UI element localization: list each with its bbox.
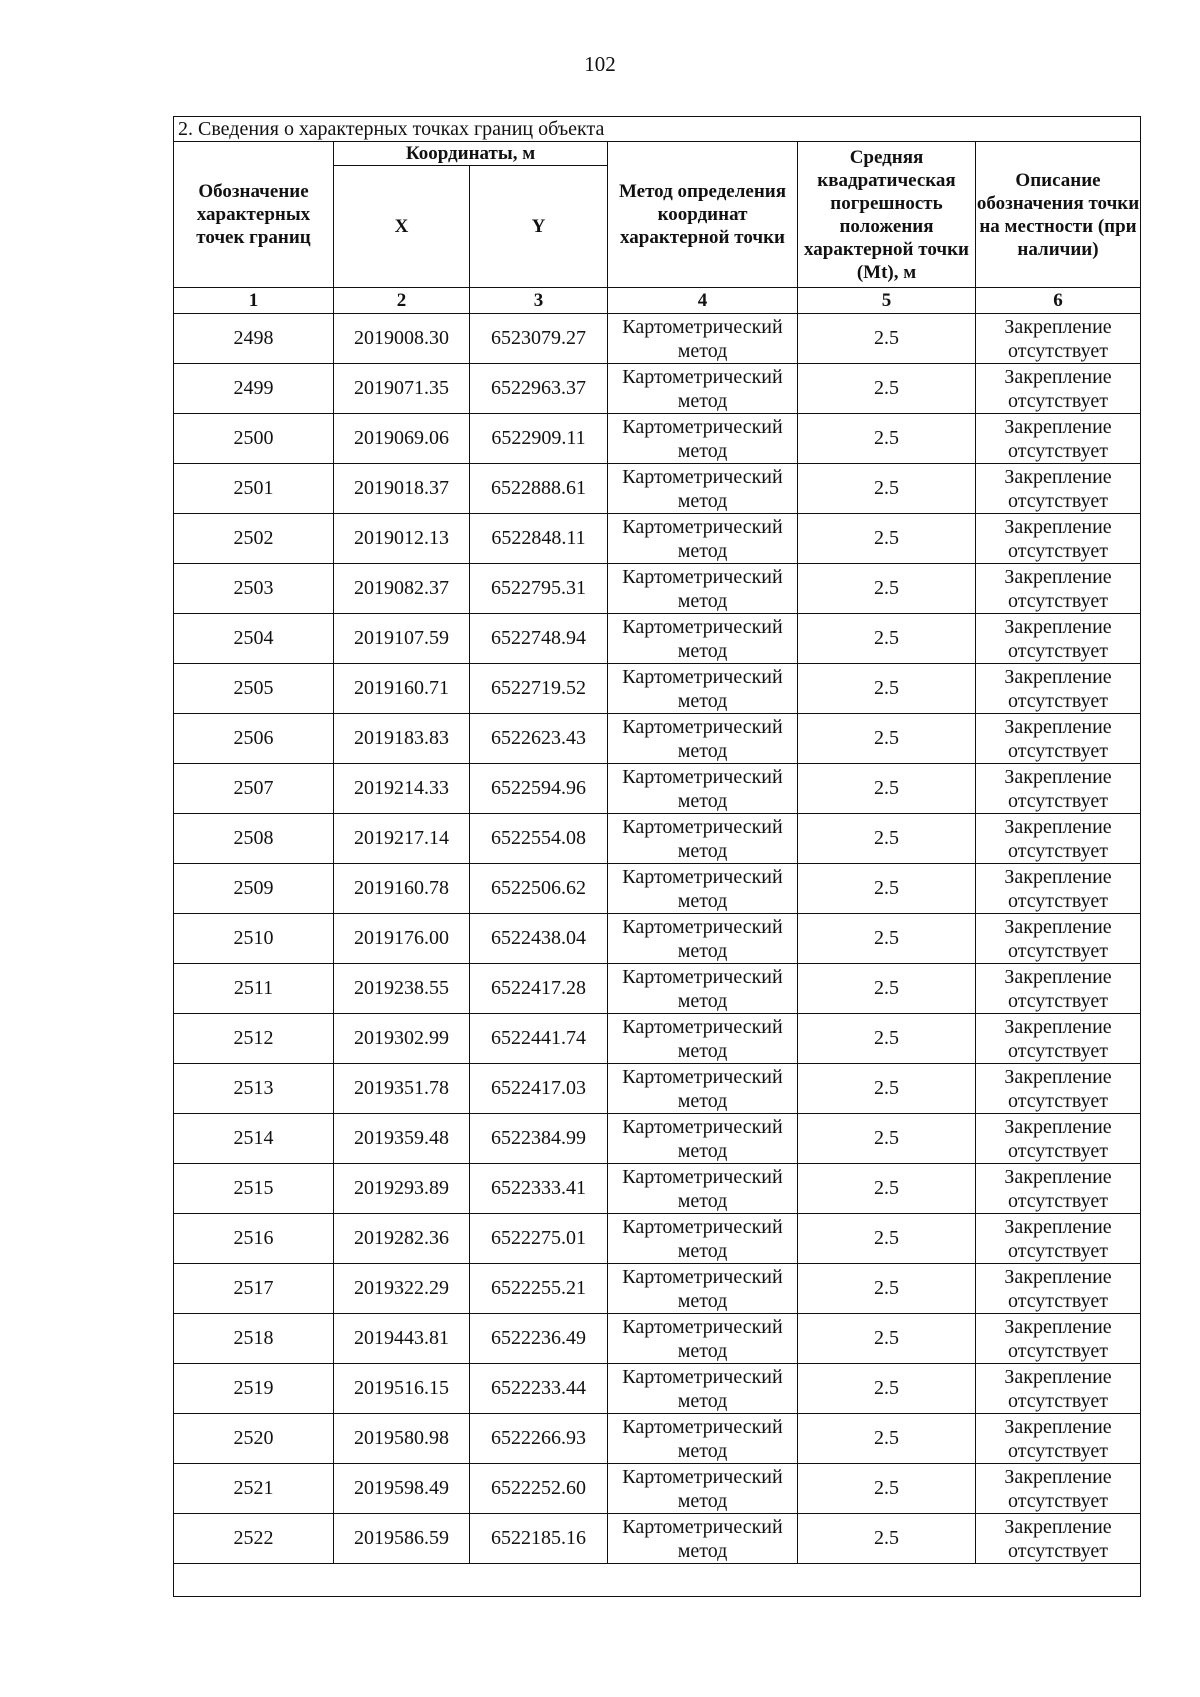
point-cell: 2508: [174, 814, 334, 864]
method-cell-text: Картометрический метод: [622, 1265, 783, 1312]
y-coordinate-cell: 6522888.61: [470, 464, 608, 514]
point-cell: 2518: [174, 1314, 334, 1364]
mt-cell: 2.5: [798, 964, 976, 1014]
description-cell: [976, 964, 1141, 1014]
table-row: [174, 664, 1141, 714]
point-cell: 2503: [174, 564, 334, 614]
method-cell-text: Картометрический метод: [622, 1165, 783, 1212]
x-coordinate-cell: 2019160.71: [334, 664, 470, 714]
point-cell: 2498: [174, 314, 334, 364]
point-cell: 2501: [174, 464, 334, 514]
y-coordinate-cell: 6522441.74: [470, 1014, 608, 1064]
point-cell: 2512: [174, 1014, 334, 1064]
table-row: [174, 1414, 1141, 1464]
method-cell-text: Картометрический метод: [622, 1115, 783, 1162]
description-cell: [976, 714, 1141, 764]
y-coordinate-cell: 6522795.31: [470, 564, 608, 614]
mt-cell: 2.5: [798, 914, 976, 964]
table-body: [174, 314, 1141, 1564]
description-cell: [976, 1114, 1141, 1164]
description-cell: [976, 314, 1141, 364]
x-coordinate-cell: 2019351.78: [334, 1064, 470, 1114]
method-cell: [608, 664, 798, 714]
y-coordinate-cell: 6522417.28: [470, 964, 608, 1014]
table-row: [174, 1164, 1141, 1214]
method-cell: [608, 1014, 798, 1064]
mt-cell: 2.5: [798, 1314, 976, 1364]
point-cell: 2515: [174, 1164, 334, 1214]
table-row: [174, 764, 1141, 814]
point-cell: 2502: [174, 514, 334, 564]
method-cell: [608, 614, 798, 664]
point-cell: 2500: [174, 414, 334, 464]
y-coordinate-cell: 6522333.41: [470, 1164, 608, 1214]
description-cell-text: Закрепление отсутствует: [1004, 615, 1112, 662]
method-cell-text: Картометрический метод: [622, 1365, 783, 1412]
y-coordinate-cell: 6522748.94: [470, 614, 608, 664]
method-cell: [608, 1514, 798, 1564]
x-coordinate-cell: 2019176.00: [334, 914, 470, 964]
description-cell: [976, 364, 1141, 414]
point-cell: 2507: [174, 764, 334, 814]
description-cell-text: Закрепление отсутствует: [1004, 665, 1112, 712]
mt-cell: 2.5: [798, 1014, 976, 1064]
mt-cell: 2.5: [798, 614, 976, 664]
description-cell: [976, 1014, 1141, 1064]
method-cell-text: Картометрический метод: [622, 515, 783, 562]
mt-cell: 2.5: [798, 1264, 976, 1314]
description-cell-text: Закрепление отсутствует: [1004, 865, 1112, 912]
y-coordinate-cell: 6522506.62: [470, 864, 608, 914]
description-cell: [976, 1314, 1141, 1364]
x-coordinate-cell: 2019580.98: [334, 1414, 470, 1464]
x-coordinate-cell: 2019282.36: [334, 1214, 470, 1264]
description-cell-text: Закрепление отсутствует: [1004, 1065, 1112, 1112]
method-cell: [608, 864, 798, 914]
column-number: 2: [334, 288, 470, 314]
y-coordinate-cell: 6523079.27: [470, 314, 608, 364]
method-cell-text: Картометрический метод: [622, 815, 783, 862]
x-coordinate-cell: 2019183.83: [334, 714, 470, 764]
x-coordinate-cell: 2019069.06: [334, 414, 470, 464]
method-cell-text: Картометрический метод: [622, 1515, 783, 1562]
table-row: [174, 1314, 1141, 1364]
description-cell: [976, 764, 1141, 814]
method-cell-text: Картометрический метод: [622, 1065, 783, 1112]
method-cell-text: Картометрический метод: [622, 615, 783, 662]
description-cell-text: Закрепление отсутствует: [1004, 415, 1112, 462]
method-cell-text: Картометрический метод: [622, 465, 783, 512]
y-coordinate-cell: 6522623.43: [470, 714, 608, 764]
description-cell-text: Закрепление отсутствует: [1004, 1115, 1112, 1162]
method-cell-text: Картометрический метод: [622, 365, 783, 412]
description-cell-text: Закрепление отсутствует: [1004, 1315, 1112, 1362]
mt-cell: 2.5: [798, 1214, 976, 1264]
method-cell-text: Картометрический метод: [622, 865, 783, 912]
description-cell: [976, 414, 1141, 464]
point-cell: 2514: [174, 1114, 334, 1164]
description-cell-text: Закрепление отсутствует: [1004, 365, 1112, 412]
description-cell: [976, 914, 1141, 964]
description-cell: [976, 1414, 1141, 1464]
method-cell-text: Картометрический метод: [622, 1315, 783, 1362]
mt-cell: 2.5: [798, 1514, 976, 1564]
header-error: Средняя квадратическая погрешность положения характерной точки (Mt), м: [798, 142, 976, 288]
x-coordinate-cell: 2019238.55: [334, 964, 470, 1014]
method-cell: [608, 814, 798, 864]
point-cell: 2510: [174, 914, 334, 964]
description-cell-text: Закрепление отсутствует: [1004, 1465, 1112, 1512]
x-coordinate-cell: 2019598.49: [334, 1464, 470, 1514]
y-coordinate-cell: 6522252.60: [470, 1464, 608, 1514]
mt-cell: 2.5: [798, 514, 976, 564]
method-cell: [608, 964, 798, 1014]
method-cell: [608, 414, 798, 464]
description-cell: [976, 614, 1141, 664]
description-cell-text: Закрепление отсутствует: [1004, 565, 1112, 612]
point-cell: 2511: [174, 964, 334, 1014]
x-coordinate-cell: 2019160.78: [334, 864, 470, 914]
method-cell-text: Картометрический метод: [622, 965, 783, 1012]
header-coordinates: Координаты, м: [334, 142, 608, 166]
description-cell-text: Закрепление отсутствует: [1004, 1165, 1112, 1212]
y-coordinate-cell: 6522255.21: [470, 1264, 608, 1314]
description-cell-text: Закрепление отсутствует: [1004, 1015, 1112, 1062]
mt-cell: 2.5: [798, 364, 976, 414]
method-cell: [608, 1414, 798, 1464]
table-row: [174, 364, 1141, 414]
point-cell: 2516: [174, 1214, 334, 1264]
header-description: Описание обозначения точки на местности (при наличии): [976, 142, 1141, 288]
table-row: [174, 964, 1141, 1014]
table-row: [174, 314, 1141, 364]
method-cell: [608, 1114, 798, 1164]
point-cell: 2506: [174, 714, 334, 764]
method-cell-text: Картометрический метод: [622, 315, 783, 362]
mt-cell: 2.5: [798, 664, 976, 714]
page-number: 102: [584, 52, 616, 76]
description-cell-text: Закрепление отсутствует: [1004, 1515, 1112, 1562]
header-method: Метод определения координат характерной точки: [608, 142, 798, 288]
table-row: [174, 1464, 1141, 1514]
boundary-points-sheet: [173, 116, 1140, 1597]
description-cell: [976, 564, 1141, 614]
column-number: 3: [470, 288, 608, 314]
point-cell: 2513: [174, 1064, 334, 1114]
method-cell: [608, 914, 798, 964]
table-row: [174, 1364, 1141, 1414]
x-coordinate-cell: 2019293.89: [334, 1164, 470, 1214]
point-cell: 2517: [174, 1264, 334, 1314]
description-cell-text: Закрепление отсутствует: [1004, 1415, 1112, 1462]
mt-cell: 2.5: [798, 814, 976, 864]
x-coordinate-cell: 2019516.15: [334, 1364, 470, 1414]
point-cell: 2504: [174, 614, 334, 664]
method-cell-text: Картометрический метод: [622, 1215, 783, 1262]
table-row: [174, 564, 1141, 614]
x-coordinate-cell: 2019302.99: [334, 1014, 470, 1064]
table-row: [174, 714, 1141, 764]
y-coordinate-cell: 6522848.11: [470, 514, 608, 564]
boundary-points-table: [173, 116, 1141, 1597]
header-x: X: [334, 166, 470, 288]
mt-cell: 2.5: [798, 1114, 976, 1164]
description-cell-text: Закрепление отсутствует: [1004, 515, 1112, 562]
table-row: [174, 1114, 1141, 1164]
x-coordinate-cell: 2019082.37: [334, 564, 470, 614]
point-cell: 2521: [174, 1464, 334, 1514]
method-cell: [608, 714, 798, 764]
y-coordinate-cell: 6522236.49: [470, 1314, 608, 1364]
table-row: [174, 614, 1141, 664]
description-cell-text: Закрепление отсутствует: [1004, 1215, 1112, 1262]
table-row: [174, 414, 1141, 464]
method-cell: [608, 1364, 798, 1414]
x-coordinate-cell: 2019217.14: [334, 814, 470, 864]
mt-cell: 2.5: [798, 1164, 976, 1214]
description-cell-text: Закрепление отсутствует: [1004, 465, 1112, 512]
description-cell: [976, 464, 1141, 514]
table-row: [174, 914, 1141, 964]
table-row: [174, 1064, 1141, 1114]
method-cell: [608, 514, 798, 564]
x-coordinate-cell: 2019214.33: [334, 764, 470, 814]
method-cell-text: Картометрический метод: [622, 415, 783, 462]
table-row: [174, 1264, 1141, 1314]
x-coordinate-cell: 2019107.59: [334, 614, 470, 664]
column-number-row: [174, 288, 1141, 314]
method-cell: [608, 1314, 798, 1364]
mt-cell: 2.5: [798, 1364, 976, 1414]
empty-footer-row: [174, 1564, 1141, 1597]
description-cell: [976, 864, 1141, 914]
description-cell-text: Закрепление отсутствует: [1004, 1365, 1112, 1412]
method-cell-text: Картометрический метод: [622, 715, 783, 762]
column-number: 4: [608, 288, 798, 314]
point-cell: 2520: [174, 1414, 334, 1464]
table-row: [174, 814, 1141, 864]
section-title: 2. Сведения о характерных точках границ объекта: [174, 117, 1141, 142]
header-y: Y: [470, 166, 608, 288]
description-cell: [976, 664, 1141, 714]
method-cell-text: Картометрический метод: [622, 565, 783, 612]
table-row: [174, 1214, 1141, 1264]
description-cell: [976, 514, 1141, 564]
y-coordinate-cell: 6522554.08: [470, 814, 608, 864]
x-coordinate-cell: 2019443.81: [334, 1314, 470, 1364]
method-cell: [608, 1264, 798, 1314]
mt-cell: 2.5: [798, 1464, 976, 1514]
column-number: 1: [174, 288, 334, 314]
description-cell-text: Закрепление отсутствует: [1004, 315, 1112, 362]
x-coordinate-cell: 2019012.13: [334, 514, 470, 564]
method-cell: [608, 1164, 798, 1214]
mt-cell: 2.5: [798, 714, 976, 764]
table-row: [174, 1514, 1141, 1564]
y-coordinate-cell: 6522266.93: [470, 1414, 608, 1464]
description-cell: [976, 1214, 1141, 1264]
description-cell: [976, 1514, 1141, 1564]
x-coordinate-cell: 2019322.29: [334, 1264, 470, 1314]
method-cell: [608, 564, 798, 614]
description-cell-text: Закрепление отсутствует: [1004, 915, 1112, 962]
header-designation: Обозначение характерных точек границ: [174, 142, 334, 288]
mt-cell: 2.5: [798, 314, 976, 364]
y-coordinate-cell: 6522417.03: [470, 1064, 608, 1114]
table-row: [174, 864, 1141, 914]
mt-cell: 2.5: [798, 564, 976, 614]
description-cell: [976, 1164, 1141, 1214]
description-cell-text: Закрепление отсутствует: [1004, 965, 1112, 1012]
table-row: [174, 1014, 1141, 1064]
y-coordinate-cell: 6522384.99: [470, 1114, 608, 1164]
method-cell: [608, 1214, 798, 1264]
description-cell-text: Закрепление отсутствует: [1004, 715, 1112, 762]
mt-cell: 2.5: [798, 464, 976, 514]
description-cell: [976, 1464, 1141, 1514]
column-number: 5: [798, 288, 976, 314]
y-coordinate-cell: 6522233.44: [470, 1364, 608, 1414]
method-cell-text: Картометрический метод: [622, 765, 783, 812]
description-cell: [976, 1064, 1141, 1114]
method-cell: [608, 1064, 798, 1114]
table-row: [174, 514, 1141, 564]
x-coordinate-cell: 2019071.35: [334, 364, 470, 414]
mt-cell: 2.5: [798, 1064, 976, 1114]
method-cell: [608, 314, 798, 364]
y-coordinate-cell: 6522594.96: [470, 764, 608, 814]
description-cell: [976, 1264, 1141, 1314]
y-coordinate-cell: 6522719.52: [470, 664, 608, 714]
column-number: 6: [976, 288, 1141, 314]
method-cell-text: Картометрический метод: [622, 1465, 783, 1512]
method-cell: [608, 1464, 798, 1514]
description-cell: [976, 1364, 1141, 1414]
method-cell: [608, 764, 798, 814]
mt-cell: 2.5: [798, 764, 976, 814]
y-coordinate-cell: 6522963.37: [470, 364, 608, 414]
method-cell-text: Картометрический метод: [622, 665, 783, 712]
point-cell: 2519: [174, 1364, 334, 1414]
y-coordinate-cell: 6522909.11: [470, 414, 608, 464]
x-coordinate-cell: 2019586.59: [334, 1514, 470, 1564]
method-cell-text: Картометрический метод: [622, 915, 783, 962]
mt-cell: 2.5: [798, 864, 976, 914]
method-cell-text: Картометрический метод: [622, 1015, 783, 1062]
mt-cell: 2.5: [798, 1414, 976, 1464]
point-cell: 2499: [174, 364, 334, 414]
point-cell: 2509: [174, 864, 334, 914]
empty-cell: [174, 1564, 1141, 1597]
point-cell: 2522: [174, 1514, 334, 1564]
y-coordinate-cell: 6522275.01: [470, 1214, 608, 1264]
x-coordinate-cell: 2019018.37: [334, 464, 470, 514]
point-cell: 2505: [174, 664, 334, 714]
x-coordinate-cell: 2019359.48: [334, 1114, 470, 1164]
description-cell-text: Закрепление отсутствует: [1004, 815, 1112, 862]
y-coordinate-cell: 6522438.04: [470, 914, 608, 964]
description-cell-text: Закрепление отсутствует: [1004, 765, 1112, 812]
description-cell: [976, 814, 1141, 864]
y-coordinate-cell: 6522185.16: [470, 1514, 608, 1564]
description-cell-text: Закрепление отсутствует: [1004, 1265, 1112, 1312]
method-cell: [608, 464, 798, 514]
method-cell-text: Картометрический метод: [622, 1415, 783, 1462]
table-row: [174, 464, 1141, 514]
method-cell: [608, 364, 798, 414]
mt-cell: 2.5: [798, 414, 976, 464]
x-coordinate-cell: 2019008.30: [334, 314, 470, 364]
